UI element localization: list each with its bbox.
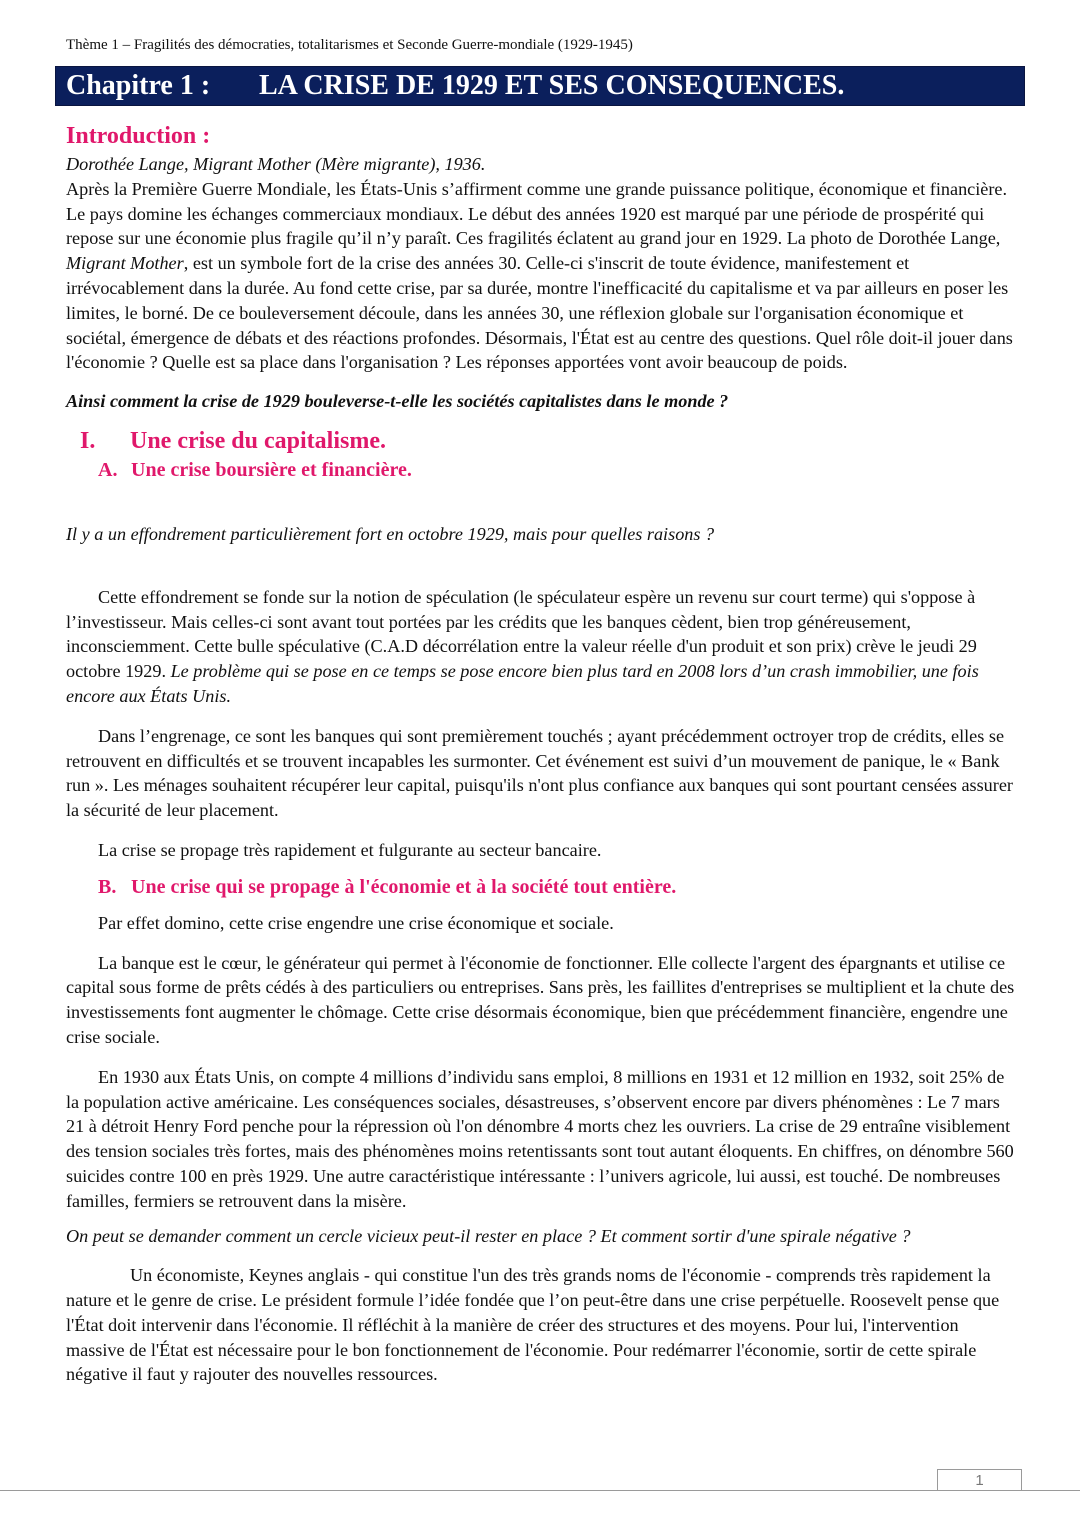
intro-text-italic: Migrant Mother: [66, 253, 184, 274]
introduction-paragraph: [66, 177, 1016, 375]
chapter-title: LA CRISE DE 1929 ET SES CONSEQUENCES.: [259, 70, 845, 101]
intro-text-1: Après la Première Guerre Mondiale, les États-Unis s’affirment comme une grande puissance politique, économique et financière. Le pays domine les échanges commerciaux mondiaux. Le début des années 1920 est marqué par une période de prospérité qui repose sur une économie plus fragile qu’il n’y paraît. Ces fragilités éclatent au grand jour en 1929. La photo de Dorothée Lange,: [66, 178, 1008, 249]
section-b-paragraph-2: La banque est le cœur, le générateur qui permet à l'économie de fonctionner. Elle collecte l'argent des épargnants et utilise ce capital sous forme de prêts cédés à des particuliers ou entreprises. Sans près, les faillites d'entreprises se multiplient et la chute des investissements font augmenter le chômage. Cette crise désormais économique, bien que précédemment financière, engendre une crise sociale.: [66, 952, 1015, 1047]
section-b-title: Une crise qui se propage à l'économie et à la société tout entière.: [131, 875, 677, 898]
section-a-p1-italic: Le problème qui se pose en ce temps se pose encore bien plus tard en 2008 lors d’un crash immobilier, une fois encore aux États Unis.: [66, 661, 979, 706]
section-a-question: Il y a un effondrement particulièrement fort en octobre 1929, mais pour quelles raisons ?: [66, 523, 715, 544]
section-a-title: Une crise boursière et financière.: [131, 458, 412, 481]
introduction-heading: Introduction :: [66, 123, 211, 149]
part-1-title: Une crise du capitalisme.: [130, 427, 386, 454]
footer-divider: [0, 1490, 1080, 1491]
photo-caption: Dorothée Lange, Migrant Mother (Mère migrante), 1936.: [66, 154, 486, 174]
section-a-paragraph-3: La crise se propage très rapidement et fulgurante au secteur bancaire.: [98, 839, 602, 860]
section-b-heading: [66, 873, 1016, 901]
section-b-paragraph-4: Un économiste, Keynes anglais - qui constitue l'un des très grands noms de l'économie - comprends très rapidement la nature et le genre de crise. Le président formule l’idée fondée que l’on peut-être dans une crise perpétuelle. Roosevelt pense que l'État doit intervenir dans l'économie. Il réfléchit à la manière de créer des structures et des moyens. Pour lui, l'intervention massive de l'État est nécessaire pour le bon fonctionnement de l'économie. Pour redémarrer l'économie, sortir de cette spirale négative il faut y rajouter des nouvelles ressources.: [66, 1265, 1000, 1385]
chapter-title-bar: [55, 66, 1025, 106]
part-1-number: I.: [80, 427, 96, 454]
section-a-heading: [66, 456, 1016, 484]
section-a-paragraph-1: [66, 585, 1016, 709]
section-b-paragraph-3: En 1930 aux États Unis, on compte 4 millions d’individu sans emploi, 8 millions en 1931 et 12 million en 1932, soit 25% de la population active américaine. Les conséquences sociales, désastreuses, s’observent encore par divers phénomènes : Le 7 mars 21 à détroit Henry Ford penche pour la répression où l'on dénombre 4 morts chez les ouvriers. La crise de 29 entraîne visiblement des tension sociales très fortes, mais des phénomènes moins retentissants sont tout autant éloquents. En chiffres, on dénombre 560 suicides contre 100 en près 1929. Une autre caractéristique intéressante : l’univers agricole, lui aussi, est touché. De nombreuses familles, fermiers se retrouvent dans la misère.: [66, 1066, 1014, 1211]
section-b-letter: B.: [98, 875, 117, 898]
theme-header: Thème 1 – Fragilités des démocraties, totalitarismes et Seconde Guerre-mondiale (1929-1945): [66, 37, 633, 53]
section-b-question: On peut se demander comment un cercle vicieux peut-il rester en place ? Et comment sortir d'une spirale négative ?: [66, 1225, 911, 1246]
chapter-label: Chapitre 1 :: [66, 70, 211, 101]
section-a-paragraph-2: Dans l’engrenage, ce sont les banques qui sont premièrement touchés ; ayant précédemment octroyer trop de crédits, elles se retrouvent en difficultés et se trouvent incapables les surmonter. Cet événement est suivi d’un mouvement de panique, le « Bank run ». Les ménages souhaitent récupérer leur capital, puisqu'ils n'ont plus confiance aux banques qui sont pourtant censées assurer la sécurité de leur placement.: [66, 725, 1013, 821]
document-body: [66, 120, 1016, 1387]
part-1-heading: [66, 426, 1016, 456]
intro-text-2: , est un symbole fort de la crise des années 30. Celle-ci s'inscrit de toute évidence, manifestement et irrévocablement dans la durée. Au fond cette crise, par sa durée, montre l'inefficacité du capitalisme et va par ailleurs en poser les limites, le borné. De ce bouleversement découle, dans les années 30, une réflexion globale sur l'organisation économique et sociétal, émergence de débats et des réactions profondes. Désormais, l'État est au centre des questions. Quel rôle doit-il jouer dans l'économie ? Quelle est sa place dans l'organisation ? Les réponses apportées vont avoir beaucoup de poids.: [66, 253, 1013, 373]
section-a-p1-text: Cette effondrement se fonde sur la notion de spéculation (le spéculateur espère un revenu sur court terme) qui s'oppose à l’investisseur. Mais celles-ci sont avant tout portées par les crédits que les banques cèdent, bien trop généreusement, inconsciemment. Cette bulle spéculative (C.A.D décorrélation entre la valeur réelle d'un produit et son prix) crève le jeudi 29 octobre 1929.: [66, 586, 977, 682]
section-a-letter: A.: [98, 458, 118, 481]
problematique: Ainsi comment la crise de 1929 bouleverse-t-elle les sociétés capitalistes dans le monde ?: [66, 391, 729, 412]
page-number: 1: [937, 1469, 1022, 1490]
section-b-paragraph-1: Par effet domino, cette crise engendre une crise économique et sociale.: [98, 912, 614, 933]
